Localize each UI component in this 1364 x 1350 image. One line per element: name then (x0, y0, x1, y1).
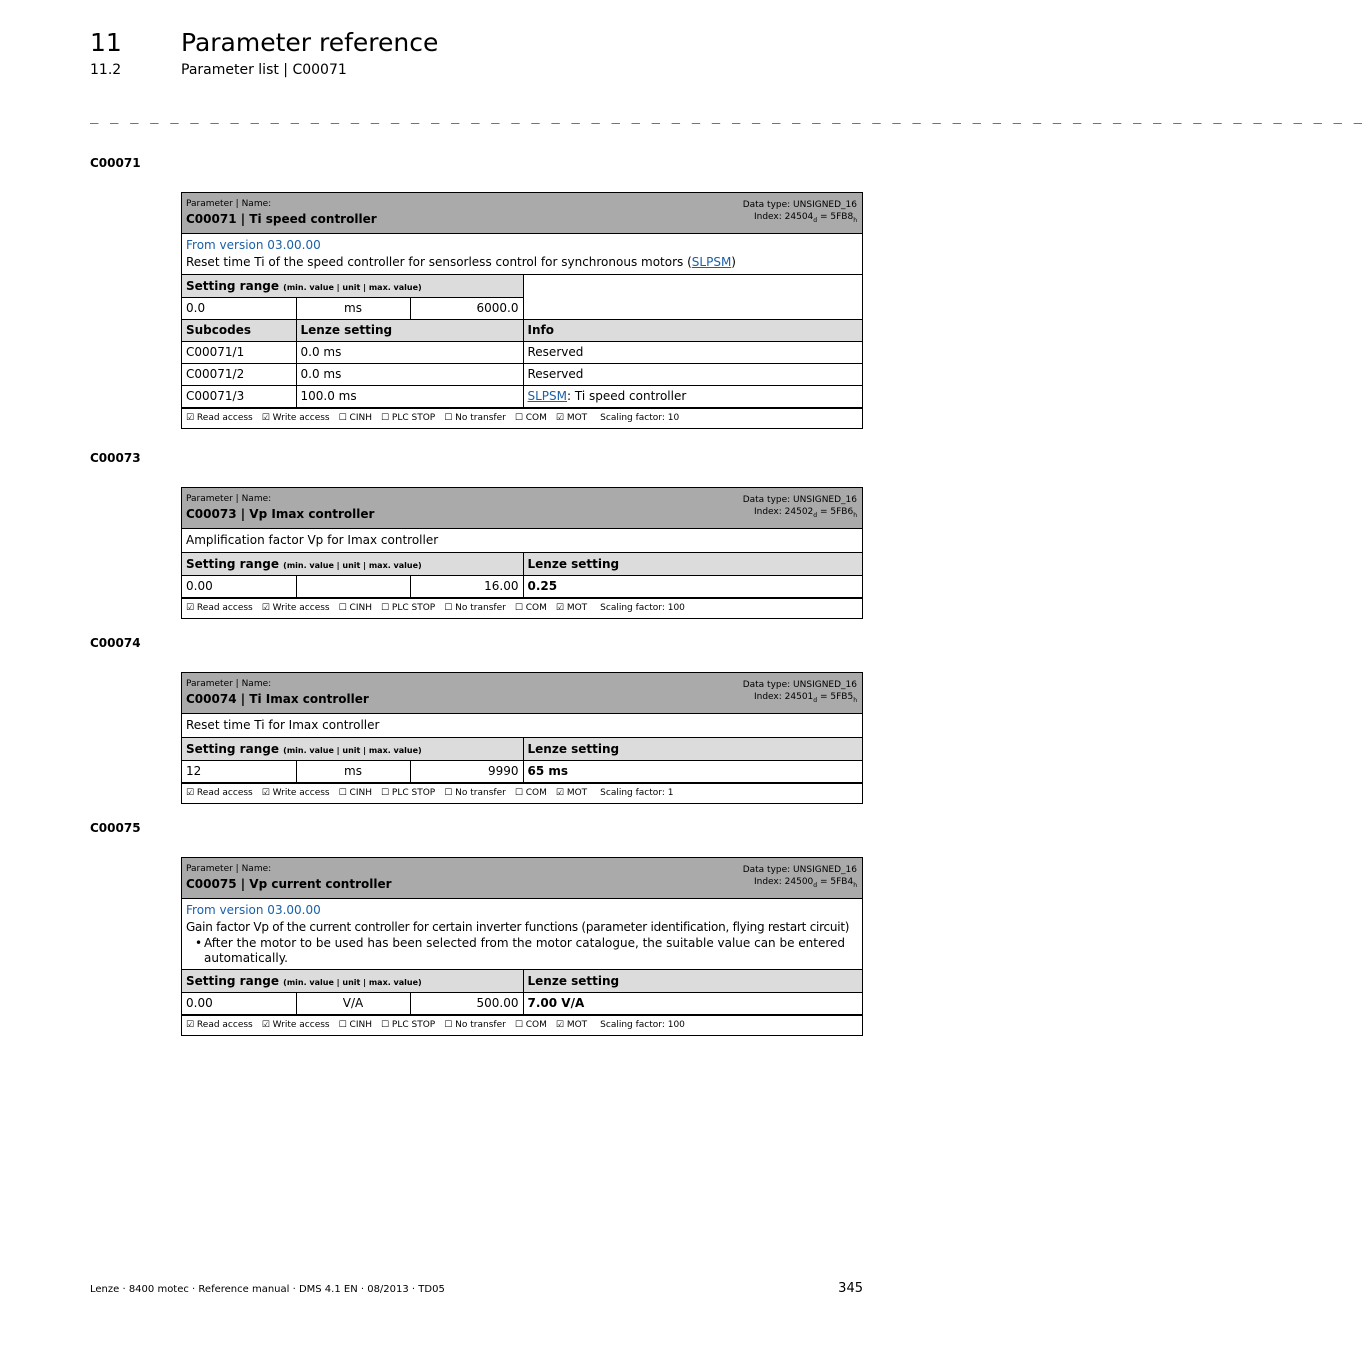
param-table-c00071 (181, 192, 863, 429)
access-flags: ☑ Read access ☑ Write access ☐ CINH ☐ PLC STOP ☐ No transfer ☐ COM ☑ MOT Scaling factor: 100 (182, 1015, 862, 1035)
lenze-setting-value: 0.25 (523, 575, 862, 597)
description-text: Gain factor Vp of the current controller for certain inverter functions (parameter identification, flying restart circuit) (186, 920, 850, 934)
range-min: 0.00 (182, 575, 296, 597)
slpsm-link[interactable]: SLPSM (527, 389, 568, 403)
param-header (182, 193, 862, 234)
index-text: Index: $24502_d = 5FB6_h$ (753, 507, 857, 519)
data-type-text: Data type: UNSIGNED_16 (742, 865, 857, 875)
subcode-lenze: 100.0 ms (296, 385, 523, 407)
info-header: Info (523, 319, 862, 341)
param-values-table (182, 275, 862, 408)
range-unit: V/A (296, 992, 410, 1014)
dash-separator: _ _ _ _ _ _ _ _ _ _ _ _ _ _ _ _ _ _ _ _ _ _ _ _ _ _ _ _ _ _ _ _ _ _ _ _ _ _ _ _ _ _ _ _ _ _ _ _ _ _ _ _ _ _ _ _ _ _ _ _ _ _ _ _ (90, 108, 1364, 124)
section-heading-c00071: C00071 (90, 156, 141, 170)
range-min: 0.0 (182, 297, 296, 319)
param-data-type (743, 494, 857, 522)
param-name: C00073 | Vp Imax controller (186, 507, 375, 521)
slpsm-link[interactable]: SLPSM (691, 255, 732, 269)
lenze-setting-header: Lenze setting (523, 738, 862, 760)
index-text: Index: $24501_d = 5FB5_h$ (753, 692, 857, 704)
subcode-info: SLPSM: Ti speed controller (523, 385, 862, 407)
version-note: From version 03.00.00 (186, 238, 321, 252)
list-item: • After the motor to be used has been selected from the motor catalogue, the suitable value can be entered automatically. (204, 936, 858, 966)
version-note: From version 03.00.00 (186, 903, 321, 917)
param-name: C00071 | Ti speed controller (186, 212, 377, 226)
description-text: Reset time Ti of the speed controller for sensorless control for synchronous motors ( (186, 255, 692, 269)
param-name-label: Parameter | Name: (186, 864, 272, 874)
index-text: Index: $24504_d = 5FB8_h$ (753, 212, 857, 224)
lenze-setting-header: Lenze setting (523, 553, 862, 575)
param-description: Reset time Ti for Imax controller (182, 714, 862, 738)
param-values-table (182, 970, 862, 1015)
chapter-number: 11 (90, 28, 122, 57)
empty-cell (523, 275, 862, 319)
range-unit: ms (296, 760, 410, 782)
subcode: C00071/1 (182, 341, 296, 363)
lenze-setting-header: Lenze setting (523, 970, 862, 992)
lenze-setting-value: 7.00 V/A (523, 992, 862, 1014)
subcode-info: Reserved (523, 341, 862, 363)
subcode-info: Reserved (523, 363, 862, 385)
range-unit (296, 575, 410, 597)
setting-range-header: Setting range (min. value | unit | max. value) (182, 553, 523, 575)
index-text: Index: $24500_d = 5FB4_h$ (753, 877, 857, 889)
lenze-setting-header: Lenze setting (296, 319, 523, 341)
param-name-label: Parameter | Name: (186, 199, 272, 209)
param-values-table (182, 738, 862, 783)
page-number: 345 (838, 1281, 863, 1296)
range-max: 500.00 (410, 992, 523, 1014)
page-footer-text: Lenze · 8400 motec · Reference manual · DMS 4.1 EN · 08/2013 · TD05 (90, 1284, 445, 1295)
subcode-lenze: 0.0 ms (296, 341, 523, 363)
param-table-c00074 (181, 672, 863, 804)
chapter-title: Parameter reference (181, 28, 439, 57)
param-header (182, 858, 862, 899)
param-data-type (743, 199, 857, 227)
setting-range-header: Setting range (min. value | unit | max. value) (182, 970, 523, 992)
range-min: 0.00 (182, 992, 296, 1014)
data-type-text: Data type: UNSIGNED_16 (742, 680, 857, 690)
table-row (182, 363, 862, 385)
setting-range-header: Setting range (min. value | unit | max. value) (182, 738, 523, 760)
setting-range-header: Setting range (min. value | unit | max. value) (182, 275, 523, 297)
param-table-c00073 (181, 487, 863, 619)
data-type-text: Data type: UNSIGNED_16 (742, 200, 857, 210)
bullet-list (186, 936, 858, 966)
param-name-label: Parameter | Name: (186, 679, 272, 689)
subcode-lenze: 0.0 ms (296, 363, 523, 385)
access-flags: ☑ Read access ☑ Write access ☐ CINH ☐ PLC STOP ☐ No transfer ☐ COM ☑ MOT Scaling factor: 10 (182, 408, 862, 428)
section-number: 11.2 (90, 62, 122, 78)
description-text-end: ) (731, 255, 736, 269)
range-min: 12 (182, 760, 296, 782)
section-heading-c00075: C00075 (90, 821, 141, 835)
param-values-table (182, 553, 862, 598)
access-flags: ☑ Read access ☑ Write access ☐ CINH ☐ PLC STOP ☐ No transfer ☐ COM ☑ MOT Scaling factor: 100 (182, 598, 862, 618)
param-table-c00075 (181, 857, 863, 1036)
param-name: C00075 | Vp current controller (186, 877, 392, 891)
section-title: Parameter list | C00071 (181, 62, 347, 78)
subcode: C00071/2 (182, 363, 296, 385)
param-description: Amplification factor Vp for Imax controller (182, 529, 862, 553)
param-data-type (743, 864, 857, 892)
param-description (182, 899, 862, 970)
param-data-type (743, 679, 857, 707)
access-flags: ☑ Read access ☑ Write access ☐ CINH ☐ PLC STOP ☐ No transfer ☐ COM ☑ MOT Scaling factor: 1 (182, 783, 862, 803)
table-row (182, 341, 862, 363)
range-max: 9990 (410, 760, 523, 782)
range-max: 6000.0 (410, 297, 523, 319)
section-heading-c00074: C00074 (90, 636, 141, 650)
subcodes-header: Subcodes (182, 319, 296, 341)
lenze-setting-value: 65 ms (523, 760, 862, 782)
data-type-text: Data type: UNSIGNED_16 (742, 495, 857, 505)
param-description (182, 234, 862, 275)
table-row (182, 385, 862, 407)
param-name: C00074 | Ti Imax controller (186, 692, 369, 706)
param-header (182, 673, 862, 714)
section-heading-c00073: C00073 (90, 451, 141, 465)
range-max: 16.00 (410, 575, 523, 597)
param-name-label: Parameter | Name: (186, 494, 272, 504)
subcode: C00071/3 (182, 385, 296, 407)
range-unit: ms (296, 297, 410, 319)
param-header (182, 488, 862, 529)
